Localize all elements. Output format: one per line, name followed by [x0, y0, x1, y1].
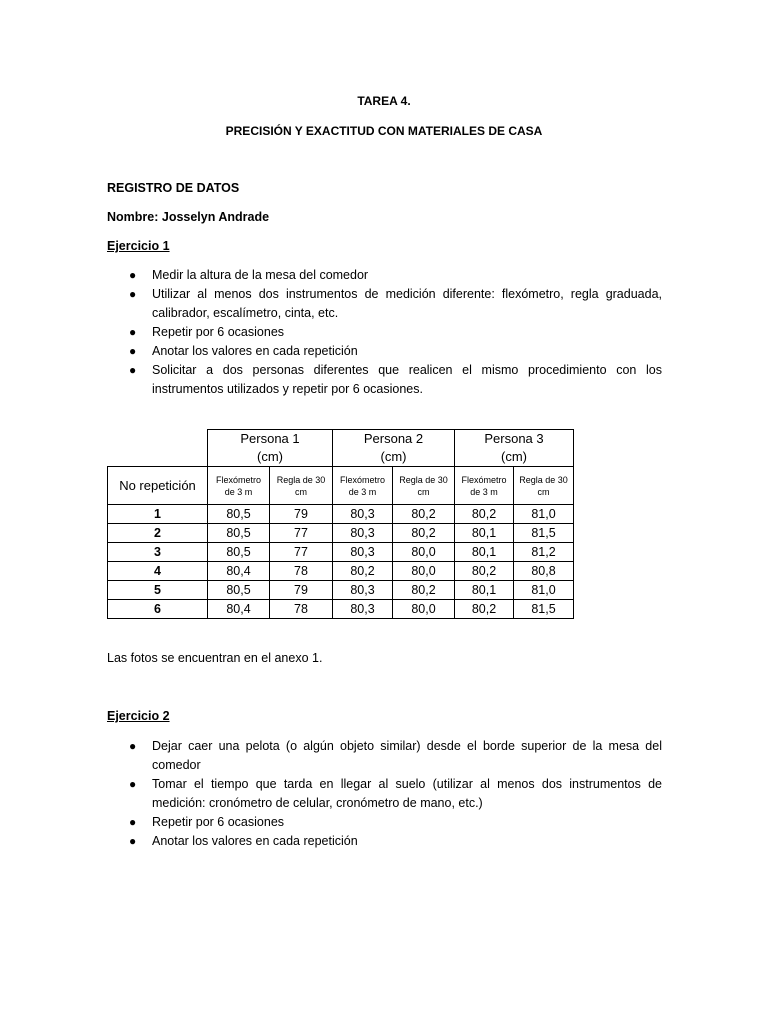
measurement-cell: 80,3: [333, 581, 393, 600]
exercise2-title: Ejercicio 2: [107, 709, 170, 723]
measurement-cell: 81,0: [514, 581, 574, 600]
measurement-cell: 80,2: [455, 600, 514, 619]
list-item: ● Repetir por 6 ocasiones: [129, 325, 285, 339]
measurement-cell: 80,3: [333, 543, 393, 562]
exercise1-title: Ejercicio 1: [107, 239, 170, 253]
list-item-text: Repetir por 6 ocasiones: [152, 325, 285, 339]
measurement-cell: 80,2: [333, 562, 393, 581]
list-item-text: Repetir por 6 ocasiones: [152, 815, 285, 829]
measurement-cell: 80,2: [455, 562, 514, 581]
list-item-text: Solicitar a dos personas diferentes que realicen el mismo procedimiento con los instrumentos utilizados y repetir por 6 ocasiones.: [152, 363, 662, 396]
list-item: ● Solicitar a dos personas diferentes que realicen el mismo procedimiento con los instrumentos utilizados y repetir por 6 ocasiones.: [129, 363, 662, 396]
instrument-header: Regla de 30 cm: [514, 467, 574, 505]
measurement-cell: 80,5: [208, 543, 270, 562]
section-label: REGISTRO DE DATOS: [107, 181, 240, 195]
list-item: ● Tomar el tiempo que tarda en llegar al suelo (utilizar al menos dos instrumentos de medición: cronómetro de celular, cronómetro de mano, etc.): [129, 777, 662, 810]
person-header: Persona 1 (cm): [208, 430, 333, 467]
list-item-text: Tomar el tiempo que tarda en llegar al suelo (utilizar al menos dos instrumentos de medición: cronómetro de celular, cronómetro de mano, etc.): [152, 777, 662, 810]
measurement-cell: 81,5: [514, 600, 574, 619]
measurement-cell: 80,3: [333, 524, 393, 543]
table-row: [108, 600, 574, 619]
person-header: Persona 2 (cm): [333, 430, 455, 467]
instrument-header: Flexómetro de 3 m: [208, 467, 270, 505]
table-row: [108, 505, 574, 524]
measurement-cell: 79: [270, 505, 333, 524]
repetition-number: 6: [108, 600, 208, 619]
table-row: [108, 524, 574, 543]
document-title: TAREA 4.: [357, 94, 411, 108]
measurement-cell: 80,4: [208, 600, 270, 619]
list-item: ● Dejar caer una pelota (o algún objeto similar) desde el borde superior de la mesa del comedor: [129, 739, 662, 772]
student-name: Nombre: Josselyn Andrade: [107, 210, 270, 224]
measurement-cell: 77: [270, 543, 333, 562]
measurement-cell: 80,5: [208, 505, 270, 524]
repetition-number: 3: [108, 543, 208, 562]
measurements-table: [107, 429, 574, 619]
measurement-cell: 80,0: [393, 543, 455, 562]
measurement-cell: 80,0: [393, 562, 455, 581]
measurement-cell: 80,1: [455, 543, 514, 562]
table-instrument-header-row: [108, 467, 574, 505]
measurement-cell: 80,3: [333, 505, 393, 524]
list-item: ● Anotar los valores en cada repetición: [129, 834, 358, 848]
list-item-text: Anotar los valores en cada repetición: [152, 834, 358, 848]
instrument-header: Flexómetro de 3 m: [455, 467, 514, 505]
list-item-text: Dejar caer una pelota (o algún objeto similar) desde el borde superior de la mesa del comedor: [152, 739, 662, 772]
measurement-cell: 81,2: [514, 543, 574, 562]
measurement-cell: 79: [270, 581, 333, 600]
table-row: [108, 581, 574, 600]
measurement-cell: 81,0: [514, 505, 574, 524]
measurement-cell: 78: [270, 562, 333, 581]
measurement-cell: 80,1: [455, 524, 514, 543]
table-person-header-row: [108, 430, 574, 467]
measurement-cell: 80,5: [208, 581, 270, 600]
list-item: ● Repetir por 6 ocasiones: [129, 815, 285, 829]
exercise1-list: [107, 266, 662, 399]
table-row: [108, 543, 574, 562]
list-item-text: Utilizar al menos dos instrumentos de medición diferente: flexómetro, regla graduada, calibrador, escalímetro, cinta, etc.: [152, 287, 662, 320]
measurement-cell: 80,2: [393, 524, 455, 543]
measurement-cell: 77: [270, 524, 333, 543]
repetition-number: 1: [108, 505, 208, 524]
document-subtitle: PRECISIÓN Y EXACTITUD CON MATERIALES DE CASA: [225, 124, 543, 138]
list-item-text: Anotar los valores en cada repetición: [152, 344, 358, 358]
measurement-cell: 81,5: [514, 524, 574, 543]
measurement-cell: 80,2: [455, 505, 514, 524]
person-header: Persona 3 (cm): [455, 430, 574, 467]
instrument-header: Regla de 30 cm: [393, 467, 455, 505]
list-item: ● Utilizar al menos dos instrumentos de medición diferente: flexómetro, regla graduada, calibrador, escalímetro, cinta, etc.: [129, 287, 662, 320]
repetition-number: 5: [108, 581, 208, 600]
measurement-cell: 80,0: [393, 600, 455, 619]
measurement-cell: 80,2: [393, 581, 455, 600]
list-item: ● Medir la altura de la mesa del comedor: [129, 268, 369, 282]
instrument-header: Regla de 30 cm: [270, 467, 333, 505]
measurement-cell: 80,4: [208, 562, 270, 581]
instrument-header: Flexómetro de 3 m: [333, 467, 393, 505]
exercise2-list: [107, 737, 662, 851]
measurement-cell: 78: [270, 600, 333, 619]
table-row: [108, 562, 574, 581]
measurement-cell: 80,8: [514, 562, 574, 581]
measurement-cell: 80,1: [455, 581, 514, 600]
measurement-cell: 80,3: [333, 600, 393, 619]
list-item-text: Medir la altura de la mesa del comedor: [152, 268, 369, 282]
row-header-label: No repetición: [108, 467, 208, 505]
measurement-cell: 80,2: [393, 505, 455, 524]
table-body: [108, 505, 574, 619]
repetition-number: 2: [108, 524, 208, 543]
photos-note: Las fotos se encuentran en el anexo 1.: [107, 651, 323, 665]
repetition-number: 4: [108, 562, 208, 581]
list-item: ● Anotar los valores en cada repetición: [129, 344, 358, 358]
measurement-cell: 80,5: [208, 524, 270, 543]
